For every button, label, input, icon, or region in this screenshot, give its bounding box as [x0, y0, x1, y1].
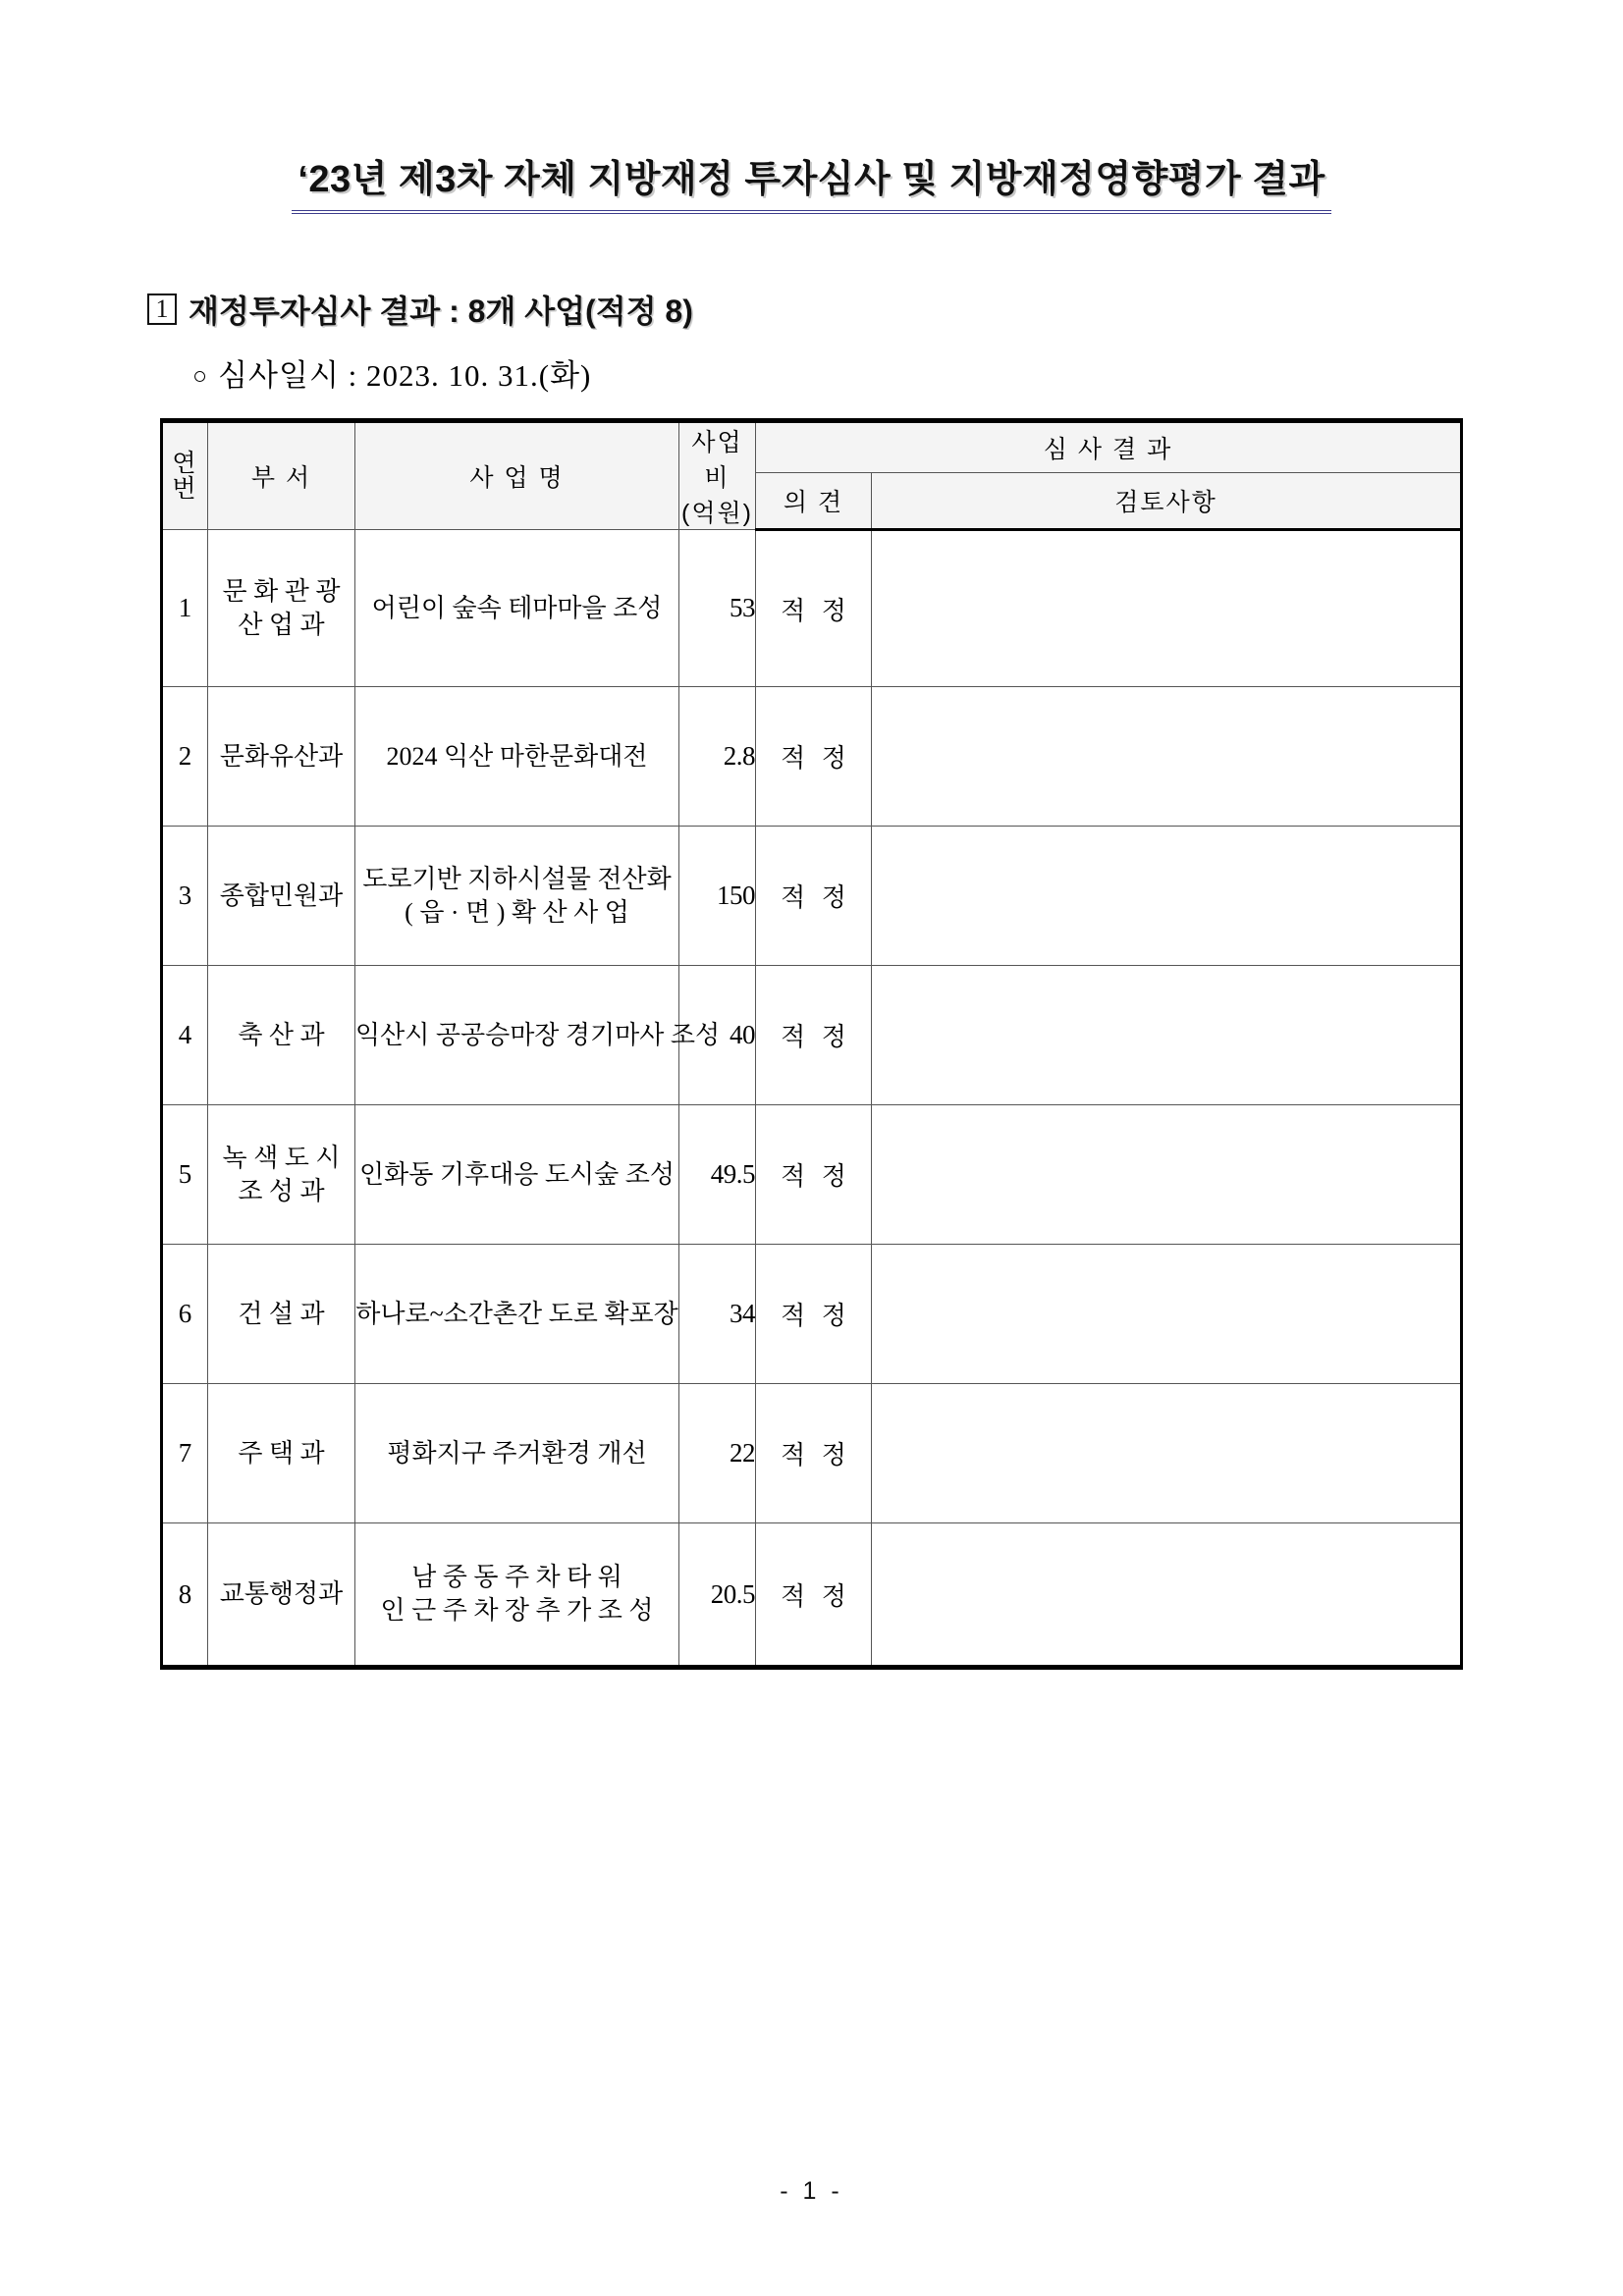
cell-review: [872, 827, 1461, 966]
cell-opinion: 적 정: [756, 687, 872, 827]
cell-project-line: 어린이 숲속 테마마을 조성: [371, 593, 663, 622]
cell-department: [208, 1105, 355, 1245]
page-number-footer: - 1 -: [780, 2177, 843, 2205]
cell-department-line: 주 택 과: [238, 1438, 325, 1468]
cell-department-line: 문 화 관 광: [222, 576, 341, 606]
cell-department-line: 종합민원과: [219, 881, 344, 910]
column-header-opinion: 의 견: [756, 472, 872, 529]
cell-department-line: 산 업 과: [238, 610, 325, 639]
cell-review: [872, 530, 1461, 687]
section-detail-text: 심사일시 : 2023. 10. 31.(화): [218, 358, 592, 393]
cell-opinion: 적 정: [756, 1523, 872, 1667]
section-number-box: 1: [147, 294, 177, 325]
cell-project: [355, 827, 679, 966]
cell-department: [208, 1245, 355, 1384]
cell-no: 6: [163, 1245, 208, 1384]
table-body: [163, 530, 1461, 1667]
cell-project-line: ( 읍 · 면 ) 확 산 사 업: [405, 897, 629, 927]
review-results-table: [162, 420, 1461, 1668]
section-detail-line: [192, 350, 591, 395]
cell-project-line: 남 중 동 주 차 타 워: [411, 1563, 622, 1592]
cell-department-line: 건 설 과: [238, 1299, 325, 1328]
cell-no: 2: [163, 687, 208, 827]
column-header-no-line1: 연: [172, 449, 198, 477]
cell-department: [208, 1523, 355, 1667]
cell-project-line: 인 근 주 차 장 추 가 조 성: [380, 1596, 654, 1625]
cell-cost: 53: [679, 530, 756, 687]
cell-opinion: 적 정: [756, 530, 872, 687]
cell-project: [355, 1523, 679, 1667]
column-header-review: 검토사항: [872, 472, 1461, 529]
cell-cost: 22: [679, 1384, 756, 1523]
cell-review: [872, 966, 1461, 1105]
column-header-result-group: 심 사 결 과: [756, 422, 1461, 473]
cell-department-line: 축 산 과: [238, 1020, 325, 1049]
cell-opinion: 적 정: [756, 966, 872, 1105]
table-row: [163, 687, 1461, 827]
cell-no: 7: [163, 1384, 208, 1523]
cell-review: [872, 1523, 1461, 1667]
cell-project-line: 인화동 기후대응 도시숲 조성: [359, 1159, 675, 1189]
cell-cost: 40: [679, 966, 756, 1105]
column-header-cost-line1: 사업비: [691, 429, 743, 492]
review-results-table-container: [162, 420, 1460, 1668]
cell-project-line: 도로기반 지하시설물 전산화: [362, 864, 672, 893]
cell-project: [355, 1105, 679, 1245]
cell-project-line: 하나로~소간촌간 도로 확포장: [355, 1299, 678, 1328]
cell-department: [208, 827, 355, 966]
table-header-row-1: [163, 422, 1461, 473]
column-header-project: 사 업 명: [355, 422, 679, 530]
cell-cost: 49.5: [679, 1105, 756, 1245]
column-header-cost: [679, 422, 756, 530]
cell-cost: 150: [679, 827, 756, 966]
cell-cost: 2.8: [679, 687, 756, 827]
cell-no: 5: [163, 1105, 208, 1245]
cell-project: [355, 530, 679, 687]
cell-project-line: 익산시 공공승마장 경기마사 조성: [355, 1020, 721, 1049]
cell-opinion: 적 정: [756, 1245, 872, 1384]
cell-cost: 20.5: [679, 1523, 756, 1667]
cell-no: 8: [163, 1523, 208, 1667]
cell-cost: 34: [679, 1245, 756, 1384]
cell-department: [208, 1384, 355, 1523]
table-row: [163, 827, 1461, 966]
cell-review: [872, 1105, 1461, 1245]
table-row: [163, 1105, 1461, 1245]
table-row: [163, 530, 1461, 687]
table-row: [163, 1523, 1461, 1667]
table-header: [163, 422, 1461, 530]
cell-department: [208, 966, 355, 1105]
column-header-no-line2: 번: [172, 475, 198, 503]
cell-department-line: 문화유산과: [219, 741, 344, 771]
cell-project: [355, 1245, 679, 1384]
table-row: [163, 966, 1461, 1105]
cell-review: [872, 1384, 1461, 1523]
cell-department-line: 녹 색 도 시: [222, 1143, 341, 1172]
cell-department: [208, 530, 355, 687]
cell-opinion: 적 정: [756, 1105, 872, 1245]
cell-project: [355, 687, 679, 827]
column-header-no: [163, 422, 208, 530]
cell-department: [208, 687, 355, 827]
cell-project: [355, 1384, 679, 1523]
table-row: [163, 1384, 1461, 1523]
cell-review: [872, 1245, 1461, 1384]
cell-project-line: 2024 익산 마한문화대전: [386, 741, 648, 771]
cell-no: 3: [163, 827, 208, 966]
cell-review: [872, 687, 1461, 827]
cell-opinion: 적 정: [756, 1384, 872, 1523]
column-header-cost-line2: (억원): [681, 500, 753, 527]
cell-project-line: 평화지구 주거환경 개선: [387, 1438, 647, 1468]
cell-department-line: 교통행정과: [219, 1579, 344, 1609]
cell-no: 1: [163, 530, 208, 687]
circle-bullet-icon: ○: [192, 363, 209, 390]
document-title: ‘23년 제3차 자체 지방재정 투자심사 및 지방재정영향평가 결과: [292, 159, 1330, 214]
cell-department-line: 조 성 과: [238, 1176, 325, 1205]
cell-opinion: 적 정: [756, 827, 872, 966]
section-heading-text: 재정투자심사 결과 : 8개 사업(적정 8): [189, 294, 693, 329]
cell-no: 4: [163, 966, 208, 1105]
column-header-department: 부 서: [208, 422, 355, 530]
cell-project: [355, 966, 721, 1105]
table-row: [163, 1245, 1461, 1384]
document-title-container: [0, 159, 1623, 214]
section-heading: [147, 287, 693, 332]
